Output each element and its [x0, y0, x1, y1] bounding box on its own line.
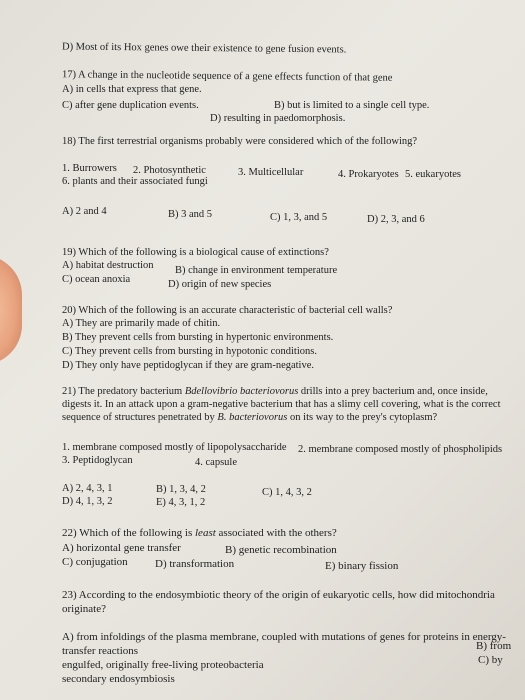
q17-stem: 17) A change in the nucleotide sequence of a gene effects function of that gene — [61, 69, 393, 84]
q21-stem-line-2: digests it. In an attack upon a gram-negative bacterium that has a slimy cell covering, what is the correct — [62, 399, 501, 410]
q20-option-c: C) They prevent cells from bursting in hypotonic conditions. — [62, 346, 317, 357]
q22-stem: 22) Which of the following is least associated with the others? — [62, 527, 337, 539]
q18-option-d: D) 2, 3, and 6 — [367, 214, 425, 225]
q21-option-d: D) 4, 1, 3, 2 — [62, 496, 113, 507]
q23-option-a-line-1: A) from infoldings of the plasma membrane, coupled with mutations of genes for proteins in energy- — [62, 631, 506, 643]
q23-stem-line-1: 23) According to the endosymbiotic theory of the origin of eukaryotic cells, how did mitochondria — [62, 589, 495, 601]
finger — [0, 255, 22, 365]
q23-option-c: C) by — [478, 654, 503, 666]
q19-option-a: A) habitat destruction — [62, 260, 154, 271]
q18-item-2: 2. Photosynthetic — [133, 165, 206, 176]
q23-option-a-line-3: engulfed, originally free-living proteobacteria — [62, 659, 264, 671]
q20-option-b: B) They prevent cells from bursting in hypertonic environments. — [62, 332, 334, 343]
q21-item-3: 3. Peptidoglycan — [62, 455, 133, 466]
q19-option-b: B) change in environment temperature — [175, 265, 338, 276]
q22-option-c: C) conjugation — [62, 556, 128, 568]
q22-option-a: A) horizontal gene transfer — [62, 542, 181, 554]
q21-option-a: A) 2, 4, 3, 1 — [62, 483, 113, 494]
q21-item-4: 4. capsule — [195, 457, 237, 468]
q18-stem: 18) The first terrestrial organisms probably were considered which of the following? — [62, 136, 418, 147]
q20-option-d: D) They only have peptidoglycan if they are gram-negative. — [62, 360, 315, 371]
q18-item-1: 1. Burrowers — [62, 163, 117, 174]
q18-item-5: 5. eukaryotes — [405, 169, 461, 180]
q18-option-b: B) 3 and 5 — [168, 209, 213, 220]
q18-item-4: 4. Prokaryotes — [338, 169, 399, 180]
q21-option-c: C) 1, 4, 3, 2 — [262, 487, 312, 498]
q17-option-c: C) after gene duplication events. — [62, 100, 199, 111]
q21-item-2: 2. membrane composed mostly of phospholipids — [298, 444, 503, 455]
q23-option-a-line-2: transfer reactions — [62, 645, 139, 657]
q21-item-1: 1. membrane composed mostly of lipopolysaccharide — [62, 442, 287, 453]
q23-option-a-line-4: secondary endosymbiosis — [62, 673, 175, 685]
q21-option-e: E) 4, 3, 1, 2 — [156, 497, 206, 508]
q18-item-6: 6. plants and their associated fungi — [62, 176, 208, 187]
q19-option-c: C) ocean anoxia — [62, 274, 131, 285]
q23-stem-line-2: originate? — [62, 603, 106, 615]
q22-option-e: E) binary fission — [325, 560, 399, 572]
q19-stem: 19) Which of the following is a biological cause of extinctions? — [62, 247, 329, 258]
q18-option-a: A) 2 and 4 — [62, 206, 107, 217]
q19-option-d: D) origin of new species — [168, 279, 272, 290]
q17-option-b: B) but is limited to a single cell type. — [274, 100, 430, 111]
q17-option-a: A) in cells that express that gene. — [62, 84, 202, 95]
q21-stem-line-3: sequence of structures penetrated by B. bacteriovorus on its way to the prey's cytoplasm? — [62, 412, 438, 423]
q22-option-d: D) transformation — [155, 558, 235, 570]
q23-option-b: B) from — [476, 640, 512, 652]
q21-stem-line-1: 21) The predatory bacterium Bdellovibrio bacteriovorus drills into a prey bacterium and, once inside, — [62, 386, 488, 397]
q18-option-c: C) 1, 3, and 5 — [270, 212, 328, 223]
q20-stem: 20) Which of the following is an accurate characteristic of bacterial cell walls? — [62, 305, 393, 316]
q21-option-b: B) 1, 3, 4, 2 — [156, 484, 206, 495]
q20-option-a: A) They are primarily made of chitin. — [62, 318, 221, 329]
q17-option-d: D) resulting in paedomorphosis. — [210, 113, 346, 124]
q16-option-d: D) Most of its Hox genes owe their existence to gene fusion events. — [61, 41, 347, 56]
q18-item-3: 3. Multicellular — [238, 167, 304, 178]
q22-option-b: B) genetic recombination — [225, 544, 337, 556]
